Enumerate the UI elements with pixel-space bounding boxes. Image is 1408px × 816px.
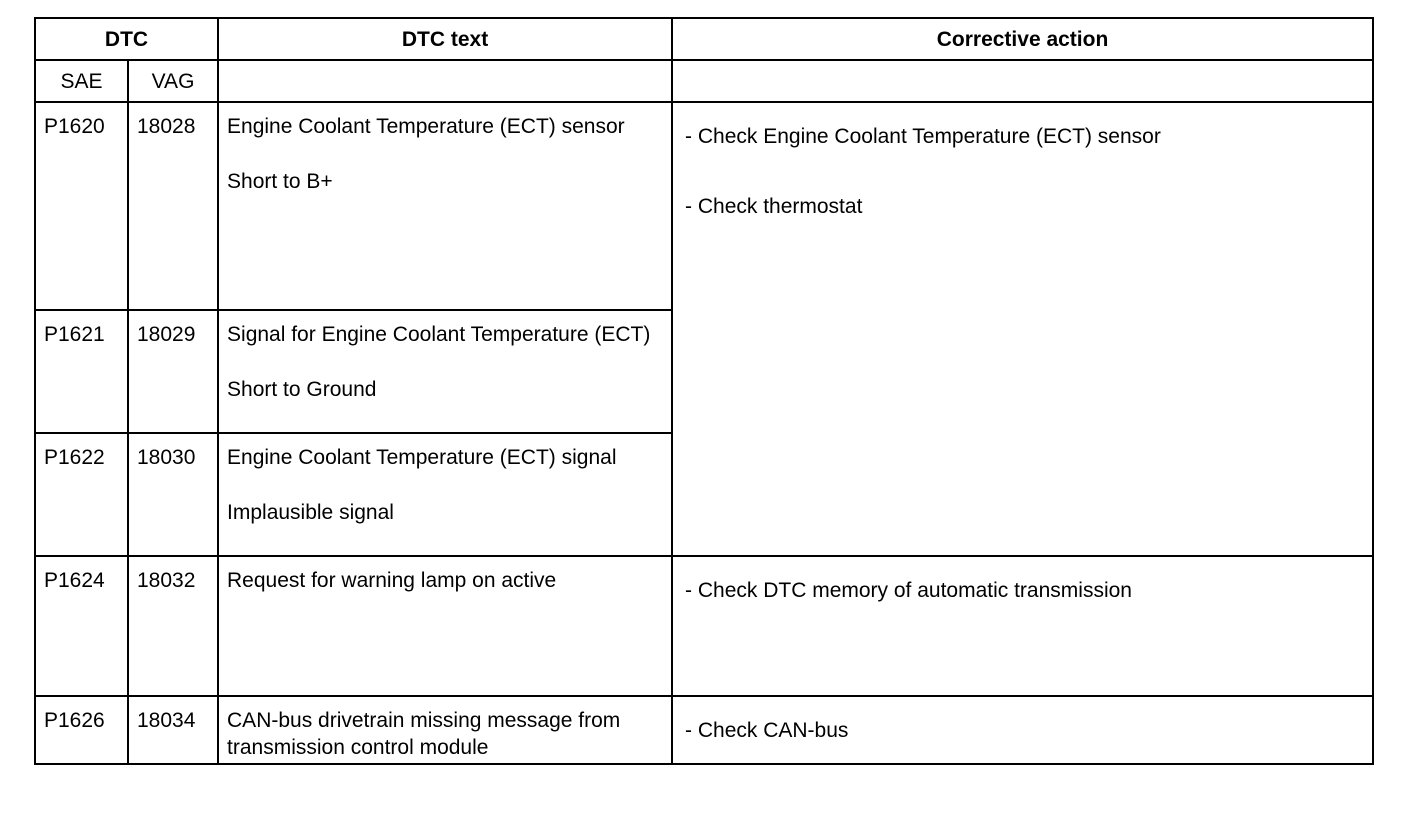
dtc-text-cell [218,696,672,764]
sae-code: P1620 [35,102,128,310]
dtc-text-main: Engine Coolant Temperature (ECT) sensor [227,115,625,138]
header-row [35,18,1373,60]
dtc-text-main: Request for warning lamp on active [227,569,557,592]
table-row [35,102,1373,310]
dtc-text-cell [218,433,672,556]
vag-code: 18032 [128,556,218,696]
dtc-text-cell [218,310,672,433]
sae-code: P1624 [35,556,128,696]
sae-header: SAE [35,60,128,102]
corrective-action-cell [672,696,1373,764]
dtc-text-detail: Implausible signal [227,501,394,524]
vag-header: VAG [128,60,218,102]
dtc-text-detail: Short to B+ [227,170,333,193]
vag-code: 18028 [128,102,218,310]
subheader-row [35,60,1373,102]
action-item: - Check Engine Coolant Temperature (ECT) sensor [685,125,1161,148]
sae-code: P1626 [35,696,128,764]
dtc-text-main: Signal for Engine Coolant Temperature (ECT) [227,323,651,346]
empty-subheader-cell [218,60,672,102]
dtc-header: DTC [35,18,218,60]
dtc-text-main: Engine Coolant Temperature (ECT) signal [227,446,617,469]
vag-code: 18030 [128,433,218,556]
corrective-action-cell [672,556,1373,696]
empty-subheader-cell [672,60,1373,102]
dtc-text-detail: Short to Ground [227,378,377,401]
table-row [35,696,1373,764]
dtc-text-cell [218,102,672,310]
dtc-table [34,17,1374,765]
action-item: - Check CAN-bus [685,719,849,742]
action-item: - Check DTC memory of automatic transmission [685,579,1132,602]
action-item: - Check thermostat [685,195,863,218]
vag-code: 18029 [128,310,218,433]
corrective-action-header: Corrective action [672,18,1373,60]
dtc-text-main: CAN-bus drivetrain missing message from transmission control module [227,709,621,759]
dtc-text-header: DTC text [218,18,672,60]
sae-code: P1621 [35,310,128,433]
table-row [35,556,1373,696]
vag-code: 18034 [128,696,218,764]
corrective-action-cell [672,102,1373,556]
sae-code: P1622 [35,433,128,556]
dtc-text-cell [218,556,672,696]
